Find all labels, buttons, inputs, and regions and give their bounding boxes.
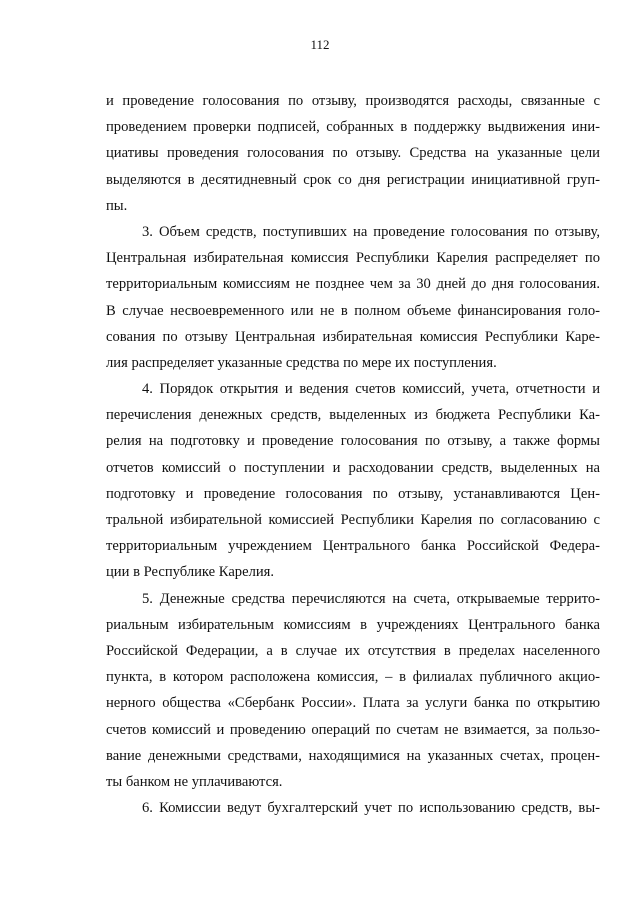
text-line: счетов комиссий и проведению операций по счетам не взимается, за пользо- xyxy=(106,721,600,738)
text-line: пункта, в котором расположена комиссия, – в филиалах публичного акцио- xyxy=(106,669,600,686)
text-line: нерного общества «Сбербанк России». Плата за услуги банка по открытию xyxy=(106,695,600,712)
text-line: и проведение голосования по отзыву, производятся расходы, связанные с xyxy=(106,93,600,109)
text-line: территориальным учреждением Центрального банка Российской Федера- xyxy=(106,538,600,555)
text-line: В случае несвоевременного или не в полном объеме финансирования голо- xyxy=(106,302,600,319)
text-line: сования по отзыву Центральная избирательная комиссия Республики Каре- xyxy=(106,328,600,345)
text-line: 6. Комиссии ведут бухгалтерский учет по использованию средств, вы- xyxy=(142,800,600,817)
text-line: риальным избирательным комиссиям в учреждениях Центрального банка xyxy=(106,616,600,633)
paragraph-3 xyxy=(106,376,600,586)
text-line: территориальным комиссиям не позднее чем за 30 дней до дня голосования. xyxy=(106,276,600,293)
text-line: ции в Республике Карелия. xyxy=(106,564,275,581)
text-line: ты банком не уплачиваются. xyxy=(106,773,283,790)
paragraph-4 xyxy=(106,586,600,796)
text-line: тральной избирательной комиссией Республики Карелия по согласованию с xyxy=(106,512,600,528)
text-line: пы. xyxy=(106,197,128,214)
page-number: 112 xyxy=(310,37,330,52)
paragraph-2 xyxy=(106,219,600,376)
text-line: вание денежными средствами, находящимися на указанных счетах, процен- xyxy=(106,747,600,764)
text-line: циативы проведения голосования по отзыву. Средства на указанные цели xyxy=(106,145,600,162)
text-line: лия распределяет указанные средства по мере их поступления. xyxy=(106,354,497,371)
text-line: перечисления денежных средств, выделенных из бюджета Республики Ка- xyxy=(106,407,600,424)
text-line: проведением проверки подписей, собранных в поддержку выдвижения ини- xyxy=(106,119,600,136)
text-line: релия на подготовку и проведение голосования по отзыву, а также формы xyxy=(106,433,600,450)
text-line: Российской Федерации, а в случае их отсутствия в пределах населенного xyxy=(106,642,600,659)
text-line: отчетов комиссий о поступлении и расходовании средств, выделенных на xyxy=(106,459,600,476)
text-line: 5. Денежные средства перечисляются на счета, открываемые террито- xyxy=(142,590,600,607)
text-line: подготовку и проведение голосования по отзыву, устанавливаются Цен- xyxy=(106,485,600,502)
text-line: выделяются в десятидневный срок со дня регистрации инициативной груп- xyxy=(106,171,600,188)
text-line: 3. Объем средств, поступивших на проведение голосования по отзыву, xyxy=(142,223,600,240)
text-line: Центральная избирательная комиссия Республики Карелия распределяет по xyxy=(106,250,600,267)
paragraph-5 xyxy=(106,795,600,821)
paragraph-1 xyxy=(106,88,600,219)
document-body xyxy=(106,88,600,821)
text-line: 4. Порядок открытия и ведения счетов комиссий, учета, отчетности и xyxy=(142,381,600,398)
